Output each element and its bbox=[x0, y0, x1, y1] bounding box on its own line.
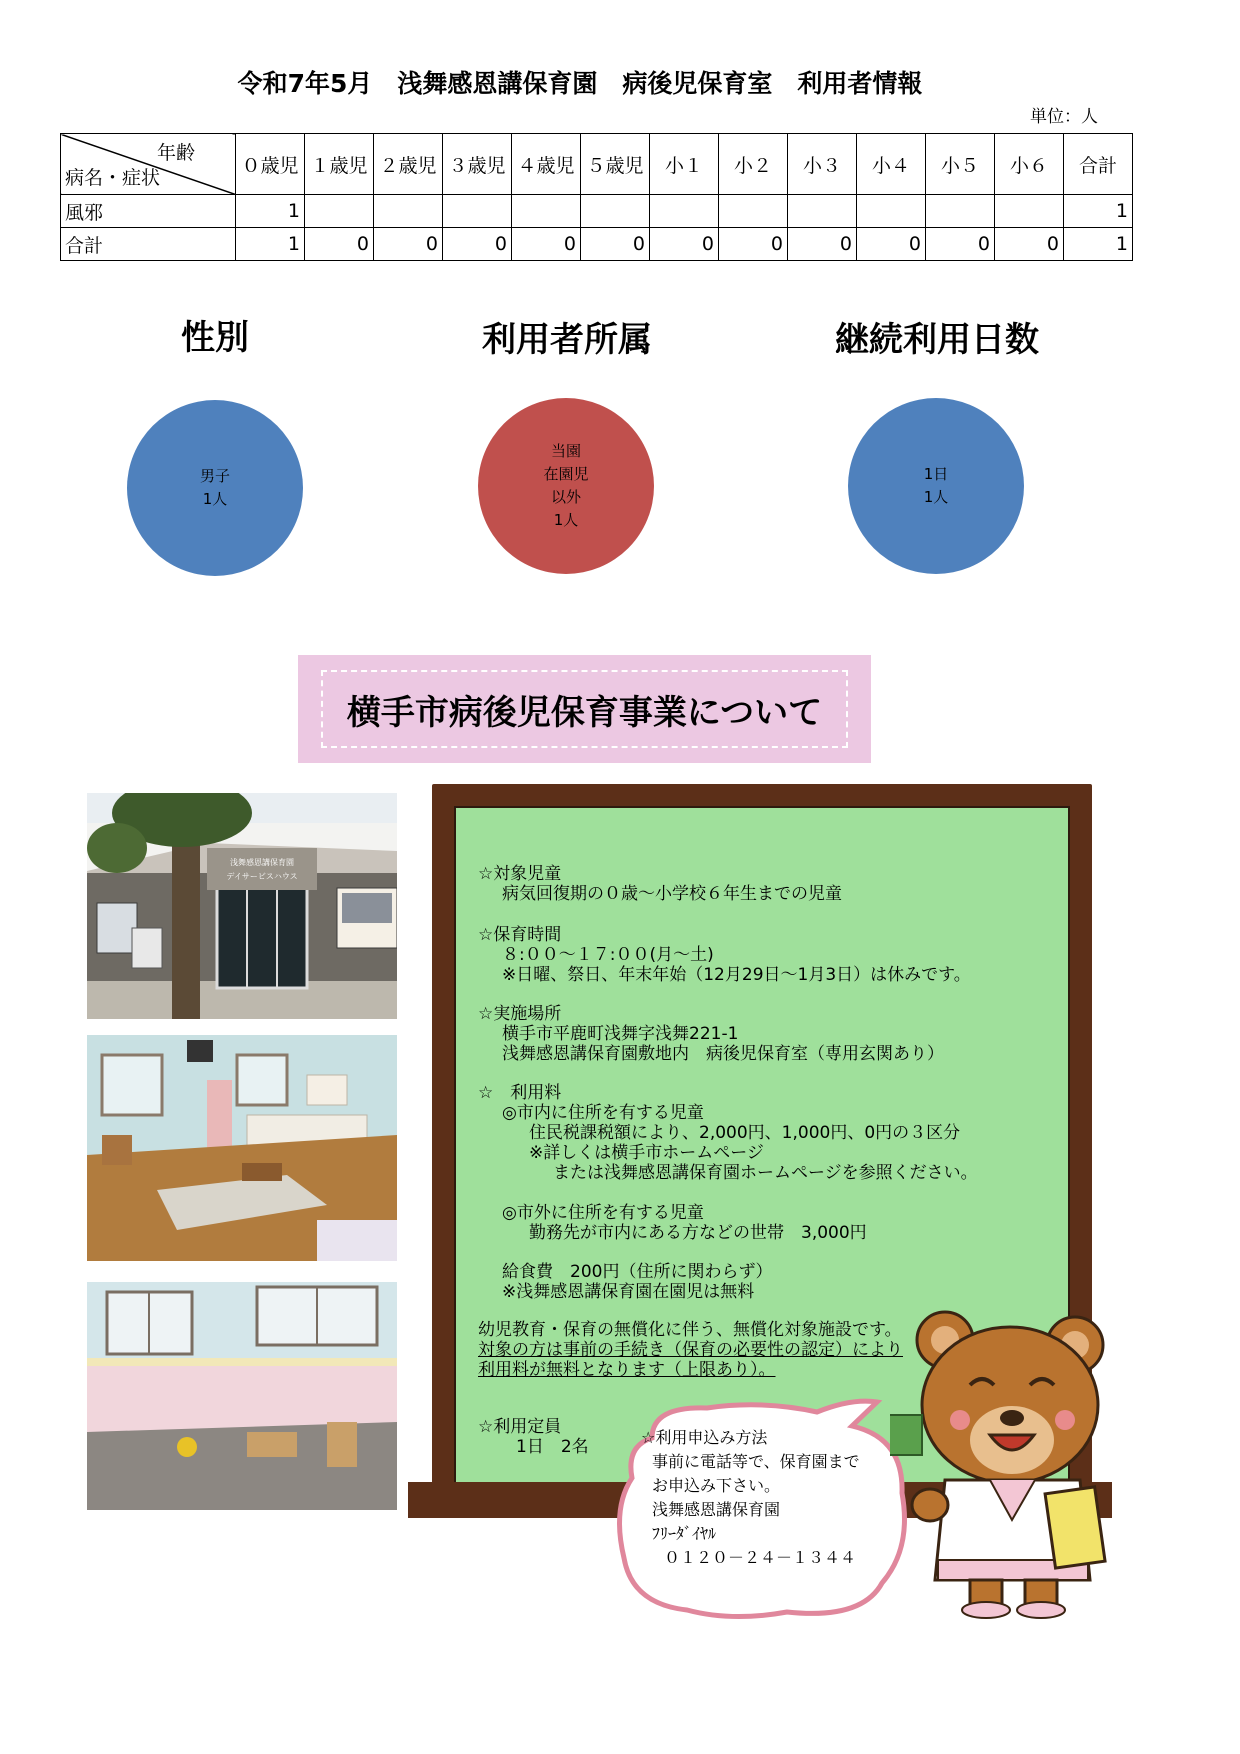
table-cell: 0 bbox=[374, 228, 443, 261]
fee-nonresident-text: 勤務先が市内にある方などの世帯 3,000円 bbox=[529, 1223, 867, 1243]
table-cell: 0 bbox=[995, 228, 1064, 261]
table-cell: 1 bbox=[236, 195, 305, 228]
fee-resident-note1: ※詳しくは横手市ホームページ bbox=[529, 1143, 764, 1163]
free-education-text: 幼児教育・保育の無償化に伴う、無償化対象施設です。 bbox=[478, 1320, 902, 1340]
column-header: １歳児 bbox=[305, 134, 374, 195]
table-cell bbox=[857, 195, 926, 228]
table-cell: 0 bbox=[650, 228, 719, 261]
table-cell: 0 bbox=[443, 228, 512, 261]
place-detail: 浅舞感恩講保育園敷地内 病後児保育室（専用玄関あり） bbox=[502, 1044, 944, 1064]
circle-value: 1人 bbox=[923, 488, 949, 506]
bubble-heading: ☆利用申込み方法 bbox=[641, 1428, 768, 1447]
hours-heading: ☆保育時間 bbox=[478, 925, 562, 945]
column-header: ５歳児 bbox=[581, 134, 650, 195]
capacity-text: 1日 2名 bbox=[516, 1437, 589, 1457]
circle-label: 男子 bbox=[199, 467, 230, 485]
column-header: ４歳児 bbox=[512, 134, 581, 195]
place-heading: ☆実施場所 bbox=[478, 1004, 562, 1024]
free-education-note1: 対象の方は事前の手続き（保育の必要性の認定）により bbox=[478, 1340, 903, 1360]
circle-label: 1日 bbox=[923, 465, 949, 483]
hours-note: ※日曜、祭日、年末年始（12月29日～1月3日）は休みです。 bbox=[502, 965, 971, 985]
unit-label: 単位：人 bbox=[1030, 107, 1098, 127]
playroom-photo bbox=[87, 1035, 397, 1261]
fee-resident-note2: または浅舞感恩講保育園ホームページを参照ください。 bbox=[553, 1163, 978, 1183]
column-header: 小３ bbox=[788, 134, 857, 195]
meal-fee-note: ※浅舞感恩講保育園在園児は無料 bbox=[502, 1282, 755, 1302]
table-cell bbox=[374, 195, 443, 228]
row-label: 風邪 bbox=[61, 195, 236, 228]
column-header: 小６ bbox=[995, 134, 1064, 195]
target-text: 病気回復期の０歳～小学校６年生までの児童 bbox=[502, 884, 842, 904]
table-cell bbox=[995, 195, 1064, 228]
building-sign-line2: デイサービスハウス bbox=[226, 872, 298, 881]
banner-title: 横手市病後児保育事業について bbox=[346, 693, 823, 733]
hours-text: ８:００～１７:００(月～土) bbox=[502, 945, 714, 965]
corner-header bbox=[61, 134, 236, 195]
fee-nonresident-heading: ◎市外に住所を有する児童 bbox=[502, 1203, 704, 1223]
table-cell: 0 bbox=[305, 228, 374, 261]
table-row bbox=[61, 228, 1133, 261]
section-banner bbox=[298, 655, 871, 763]
meal-fee-text: 給食費 200円（住所に関わらず） bbox=[502, 1262, 773, 1282]
column-header: ３歳児 bbox=[443, 134, 512, 195]
table-cell bbox=[650, 195, 719, 228]
circle-value: 1人 bbox=[202, 490, 228, 508]
table-cell: 1 bbox=[1064, 228, 1133, 261]
table-cell bbox=[512, 195, 581, 228]
bear-mascot-illustration bbox=[890, 1290, 1125, 1620]
column-header: 小２ bbox=[719, 134, 788, 195]
bubble-text: 事前に電話等で、保育園まで bbox=[652, 1452, 860, 1471]
bubble-text: お申込み下さい。 bbox=[652, 1476, 781, 1495]
table-cell bbox=[719, 195, 788, 228]
table-cell: 0 bbox=[857, 228, 926, 261]
fee-resident-text: 住民税課税額により、2,000円、1,000円、0円の３区分 bbox=[529, 1123, 961, 1143]
fee-resident-heading: ◎市内に住所を有する児童 bbox=[502, 1103, 704, 1123]
table-cell bbox=[443, 195, 512, 228]
duration-heading: 継続利用日数 bbox=[835, 320, 1039, 360]
table-cell: 1 bbox=[236, 228, 305, 261]
column-header: ０歳児 bbox=[236, 134, 305, 195]
page-title: 令和7年5月 浅舞感恩講保育園 病後児保育室 利用者情報 bbox=[237, 69, 923, 98]
column-header: ２歳児 bbox=[374, 134, 443, 195]
duration-circle bbox=[848, 398, 1024, 574]
usage-table bbox=[60, 133, 1133, 261]
table-cell bbox=[926, 195, 995, 228]
column-header: 小４ bbox=[857, 134, 926, 195]
circle-label: 以外 bbox=[550, 488, 581, 506]
building-exterior-photo bbox=[87, 793, 397, 1019]
target-heading: ☆対象児童 bbox=[478, 864, 562, 884]
table-cell: 1 bbox=[1064, 195, 1133, 228]
table-cell: 0 bbox=[926, 228, 995, 261]
affiliation-circle bbox=[478, 398, 654, 574]
table-cell: 0 bbox=[719, 228, 788, 261]
column-header: 小５ bbox=[926, 134, 995, 195]
bubble-freedial-label: ﾌﾘｰﾀﾞｲﾔﾙ bbox=[652, 1524, 717, 1543]
free-education-note2: 利用料が無料となります（上限あり）。 bbox=[478, 1360, 776, 1380]
gender-heading: 性別 bbox=[181, 318, 249, 358]
capacity-heading: ☆利用定員 bbox=[478, 1417, 562, 1437]
circle-label: 在園児 bbox=[543, 465, 589, 483]
gender-circle bbox=[127, 400, 303, 576]
column-header: 合計 bbox=[1064, 134, 1133, 195]
table-cell: 0 bbox=[512, 228, 581, 261]
table-cell bbox=[788, 195, 857, 228]
place-address: 横手市平鹿町浅舞字浅舞221-1 bbox=[502, 1024, 739, 1044]
table-cell: 0 bbox=[581, 228, 650, 261]
table-cell bbox=[581, 195, 650, 228]
bubble-phone-number: ０１２０－２４－１３４４ bbox=[664, 1548, 857, 1567]
circle-label: 当園 bbox=[550, 442, 581, 460]
table-row bbox=[61, 195, 1133, 228]
sickroom-photo bbox=[87, 1282, 397, 1510]
circle-value: 1人 bbox=[553, 511, 579, 529]
table-header-row bbox=[61, 134, 1133, 195]
corner-age-label: 年齢 bbox=[156, 142, 195, 164]
table-cell bbox=[305, 195, 374, 228]
affiliation-heading: 利用者所属 bbox=[482, 320, 652, 360]
table-cell: 0 bbox=[788, 228, 857, 261]
fee-heading: ☆ 利用料 bbox=[478, 1083, 562, 1103]
row-label: 合計 bbox=[61, 228, 236, 261]
corner-illness-label: 病名・症状 bbox=[65, 167, 161, 189]
bubble-nursery-name: 浅舞感恩講保育園 bbox=[652, 1500, 781, 1519]
column-header: 小１ bbox=[650, 134, 719, 195]
building-sign-line1: 浅舞感恩講保育園 bbox=[230, 858, 294, 867]
